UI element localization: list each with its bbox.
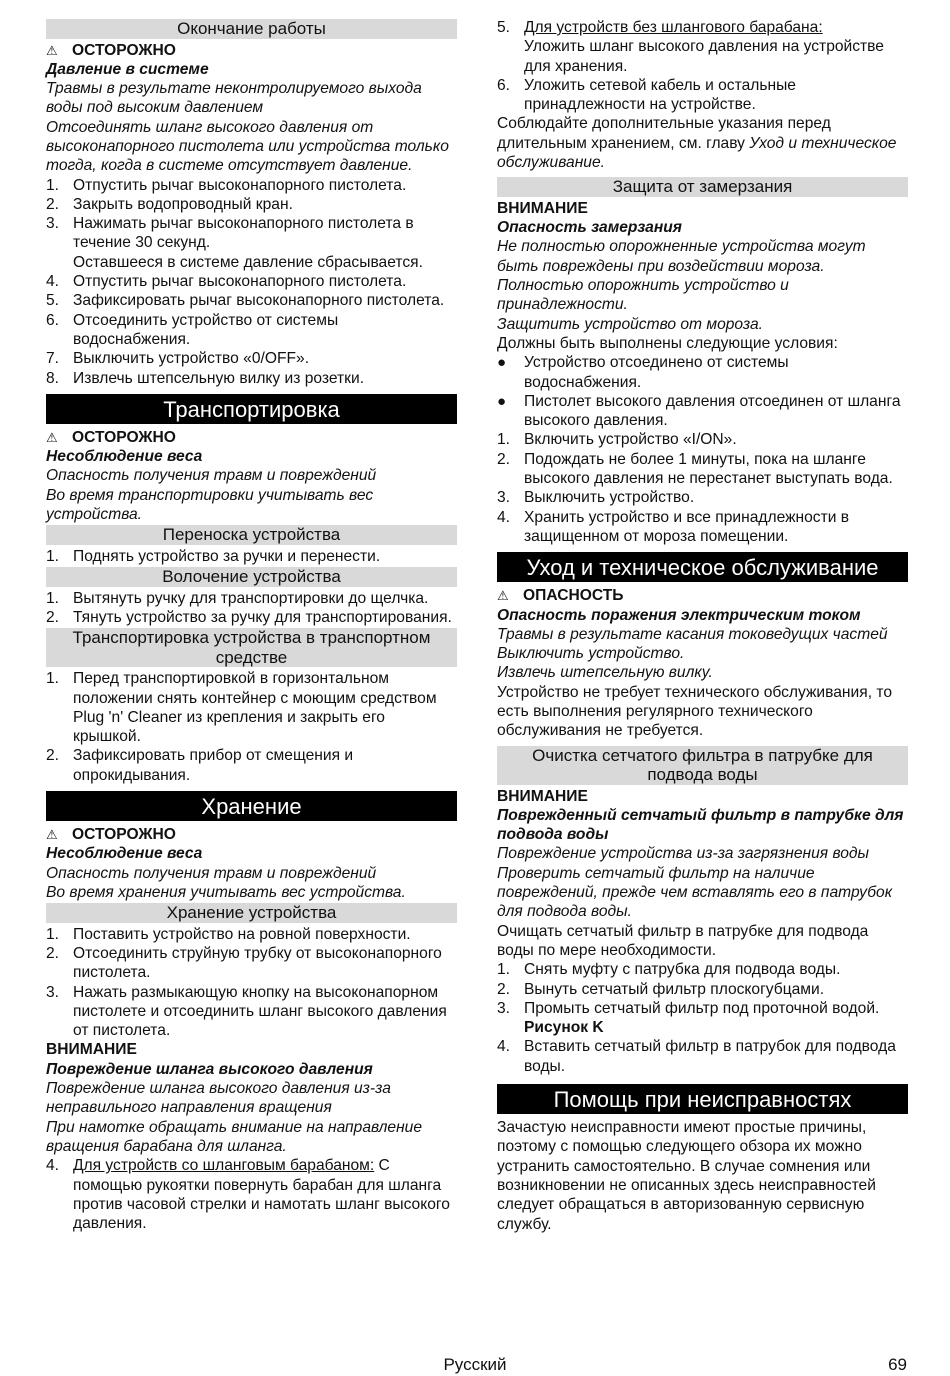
notice-label: ВНИМАНИЕ [497,787,588,805]
section-heading-frost: Защита от замерзания [497,177,908,197]
notice-text: При намотке обращать внимание на направление вращения барабана для шланга. [46,1118,423,1155]
danger-text: Травмы в результате касания токоведущих частей [497,625,888,643]
warning-text: Во время хранения учитывать вес устройства. [46,883,406,901]
list-item: 3. Нажимать рычаг высоконапорного пистолета в течение 30 секунд. Оставшееся в системе давление сбрасывается. [46,215,423,271]
list-item: 5. Зафиксировать рычаг высоконапорного пистолета. [46,292,445,310]
list-item: 1. Вытянуть ручку для транспортировки до щелчка. [46,589,429,607]
chapter-heading-transport: Транспортировка [46,394,457,424]
warning-caution: ⚠ ОСТОРОЖНО [46,428,176,446]
notice-label: ВНИМАНИЕ [46,1041,137,1059]
list-item: 4. Вставить сетчатый фильтр в патрубок для подвода воды. [497,1038,896,1075]
warning-text: Травмы в результате неконтролируемого выхода воды под высоким давлением [46,80,422,117]
warning-triangle-icon: ⚠ [46,429,58,445]
notice-text: Не полностью опорожненные устройства могут быть повреждены при воздействии мороза. [497,238,866,275]
warning-triangle-icon: ⚠ [497,588,509,604]
list-item: 5. Для устройств без шлангового барабана: Уложить шланг высокого давления на устройстве для хранения. [497,19,884,75]
list-item: 7. Выключить устройство «0/OFF». [46,350,310,368]
chapter-heading-troubleshooting: Помощь при неисправностях [497,1084,908,1114]
warning-text: Отсоединять шланг высокого давления от высоконапорного пистолета или устройства только тогда, когда в системе отсутствует давление. [46,118,449,175]
page-number: 69 [888,1355,907,1374]
warning-text: Опасность получения травм и повреждений [46,864,377,882]
troubleshooting-body: Зачастую неисправности имеют простые причины, поэтому с помощью следующего обзора их можно устранить самостоятельно. В случае сомнения или возникновении не описанных здесь неисправностей следует обращаться в авторизованную сервисную службу. [497,1119,876,1233]
section-heading-device-storage: Хранение устройства [46,903,457,923]
footer-language: Русский [443,1355,507,1374]
list-item: 3. Промыть сетчатый фильтр под проточной водой. Рисунок K [497,999,880,1037]
conditions-intro: Должны быть выполнены следующие условия: [497,334,838,352]
warning-danger: ⚠ ОПАСНОСТЬ [497,587,624,605]
list-item: 1. Включить устройство «I/ON». [497,431,737,449]
chapter-heading-care: Уход и техническое обслуживание [497,552,908,582]
left-column [46,18,457,1233]
notice-text: Повреждение шланга высокого давления из-за неправильного направления вращения [46,1080,391,1117]
list-item: 1. Перед транспортировкой в горизонтальном положении снять контейнер с моющим средством Plug 'n' Cleaner из крепления и закрыть его крышкой. [46,670,437,746]
chapter-heading-storage: Хранение [46,791,457,821]
list-item: 2. Тянуть устройство за ручку для транспортирования. [46,608,452,626]
list-item: 1. Поставить устройство на ровной поверхности. [46,925,411,943]
danger-title: Опасность поражения электрическим током [497,606,861,624]
notice-text: Повреждение устройства из-за загрязнения воды [497,845,870,863]
notice-title: Повреждение шланга высокого давления [46,1060,373,1078]
list-item: 8. Извлечь штепсельную вилку из розетки. [46,369,365,387]
warning-triangle-icon: ⚠ [46,827,58,842]
danger-text: Выключить устройство. [497,645,685,663]
list-item: 2. Вынуть сетчатый фильтр плоскогубцами. [497,980,825,998]
list-item: 3. Нажать размыкающую кнопку на высоконапорном пистолете и отсоединить шланг высокого давления от пистолета. [46,983,447,1040]
notice-text: Полностью опорожнить устройство и принадлежности. [497,277,789,314]
list-item: 6. Уложить сетевой кабель и остальные принадлежности на устройстве. [497,76,796,114]
list-item: 2. Закрыть водопроводный кран. [46,195,293,213]
section-heading-vehicle: Транспортировка устройства в транспортном средстве [46,628,457,667]
list-item: 4. Хранить устройство и все принадлежности в защищенном от мороза помещении. [497,508,850,545]
bullet-item: ● Пистолет высокого давления отсоединен от шланга высокого давления. [497,392,901,430]
section-heading-drag: Волочение устройства [46,567,457,587]
figure-reference: Рисунок K [524,1019,604,1037]
bullet-icon: ● [497,354,507,372]
list-item: 3. Выключить устройство. [497,489,695,507]
warning-title: Давление в системе [46,60,209,78]
bullet-icon: ● [497,392,507,410]
list-item: 2. Отсоединить струйную трубку от высоконапорного пистолета. [46,944,442,982]
list-item: 1. Поднять устройство за ручки и перенести. [46,547,381,565]
notice-title: Опасность замерзания [497,219,682,237]
storage-note: Соблюдайте дополнительные указания перед длительным хранением, см. главу Уход и техническое обслуживание. [497,115,897,172]
notice-text: Защитить устройство от мороза. [497,315,763,333]
section-heading-filter: Очистка сетчатого фильтра в патрубке для подвода воды [497,746,908,785]
warning-caution: ⚠ ОСТОРОЖНО [46,826,176,843]
danger-text: Извлечь штепсельную вилку. [497,664,713,682]
notice-title: Поврежденный сетчатый фильтр в патрубке для подвода воды [497,806,904,844]
notice-text: Проверить сетчатый фильтр на наличие повреждений, прежде чем вставлять его в патрубок для подвода воды. [497,864,893,921]
list-item: 1. Отпустить рычаг высоконапорного пистолета. [46,176,407,194]
list-item: 4. Для устройств со шланговым барабаном: С помощью рукоятки повернуть барабан для шланга против часовой стрелки и намотать шланг высокого давления. [46,1157,450,1233]
warning-text: Опасность получения травм и повреждений [46,467,377,485]
warning-triangle-icon: ⚠ [46,42,58,58]
section-heading-carry: Переноска устройства [46,525,457,545]
warning-title: Несоблюдение веса [46,448,203,466]
care-body: Устройство не требует технического обслуживания, то есть выполнения регулярного технического обслуживания не требуется. [497,683,892,740]
bullet-item: ● Устройство отсоединено от системы водоснабжения. [497,354,789,391]
section-heading-end-of-work: Окончание работы [46,19,457,39]
list-item: 1. Снять муфту с патрубка для подвода воды. [497,961,841,979]
warning-caution: ⚠ ОСТОРОЖНО [46,41,176,59]
list-item: 2. Зафиксировать прибор от смещения и опрокидывания. [46,747,354,784]
list-item: 2. Подождать не более 1 минуты, пока на шланге высокого давления не перестанет выступать вода. [497,450,893,488]
filter-intro: Очищать сетчатый фильтр в патрубке для подвода воды по мере необходимости. [497,922,869,959]
list-item: 6. Отсоединить устройство от системы водоснабжения. [46,311,339,348]
list-item: 4. Отпустить рычаг высоконапорного пистолета. [46,273,407,291]
warning-text: Во время транспортировки учитывать вес устройства. [46,486,374,524]
right-column [497,18,908,1234]
warning-title: Несоблюдение веса [46,845,203,863]
notice-label: ВНИМАНИЕ [497,199,588,217]
